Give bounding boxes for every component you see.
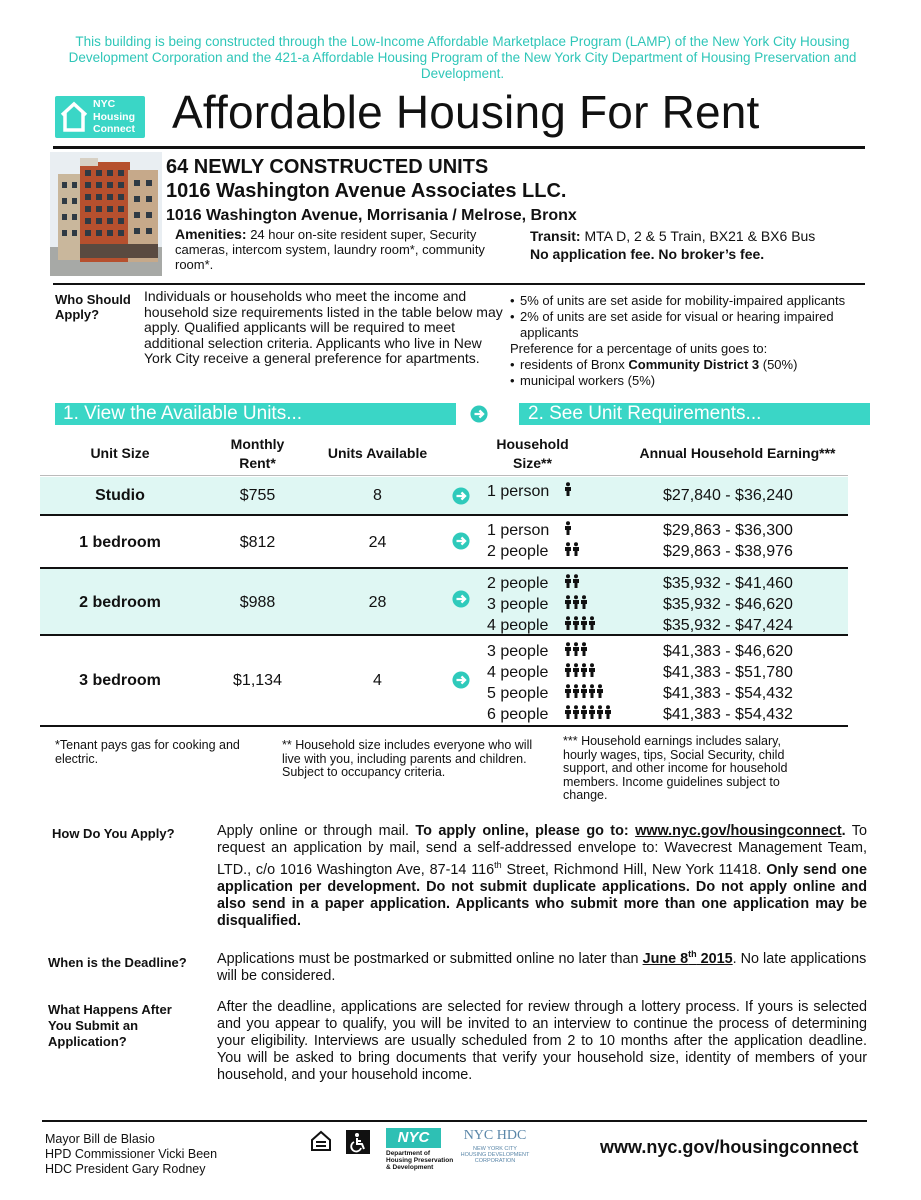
arrow-right-icon [470,405,488,423]
hdc-logo: NYC HDC [463,1128,527,1143]
income-range: $27,840 - $36,240 [663,487,793,504]
arrow-right-icon [452,532,470,550]
table-cell-units: 8 [373,487,382,504]
fees-note: No application fee. No broker’s fee. [530,246,765,262]
mayor: Mayor Bill de Blasio [45,1132,155,1146]
divider [40,725,848,727]
after-submit-text: After the deadline, applications are selected for review through a lottery process. If yours is selected and you appear to qualify, you will be invited to an interview to continue the process of determining your eligibility. Interviews are usually scheduled from 2 to 10 months after the application deadline. You will be asked to bring documents that verify your household size, identity of members of your household, and your household income. [217,999,867,1083]
person-icon [564,482,572,496]
income-list [663,485,793,506]
person-icon [564,521,572,535]
divider [40,567,848,569]
how-to-apply-text: Apply online or through mail. To apply online, please go to: www.nyc.gov/housingconnect. To request an application by mail, send a self-addressed envelope to: Wavecrest Management Team, LTD., c/o 1016 Washington Ave, 87-14 116th Street, Richmond Hill, New York 11418. Only send one application per development. Do not submit duplicate applications. Do not apply online and also send in a paper application. Applicants who submit more than one application may be disqualified. [217,823,868,929]
amenities [175,227,525,272]
logo-line-3: Connect [93,123,135,135]
table-cell-rent: $1,134 [233,672,282,689]
income-list [663,520,793,562]
divider [40,514,848,516]
amenities-text: 24 hour on-site resident super, Security cameras, intercom system, laundry room*, community room*. [175,227,485,272]
footnote-household-size: ** Household size includes everyone who will live with you, including parents and children. Subject to occupancy criteria. [282,738,533,779]
set-aside-list [510,293,880,389]
household-size-entry: 1 person [487,481,572,502]
person-icon [564,595,588,609]
household-size-entry: 2 people [487,541,580,562]
hdc-president: HDC President Gary Rodney [45,1162,206,1176]
income-range: $29,863 - $36,300 [663,522,793,539]
household-size-entry: 3 people [487,641,612,662]
arrow-right-icon [452,671,470,689]
who-should-apply-text: Individuals or households who meet the income and household size requirements listed in the table below may apply. Qualified applicants will be required to meet additional selection criteria. Applicants who live in New York City receive a general preference for apartments. [144,288,503,366]
income-range: $41,383 - $54,432 [663,706,793,723]
who-should-apply-label: Who Should Apply? [55,292,131,322]
person-icon [564,616,596,630]
owner-name: 1016 Washington Avenue Associates LLC. [166,180,567,202]
preference-intro: Preference for a percentage of units goes to: [510,341,768,356]
household-size-entry: 6 people [487,704,612,725]
household-list [487,481,572,502]
person-icon [564,705,612,719]
table-cell-units: 24 [368,534,387,551]
income-range: $35,932 - $46,620 [663,596,793,613]
table-cell-unit-size: 1 bedroom [79,534,161,551]
logo-line-2: Housing [93,110,135,123]
household-size-entry: 1 person [487,520,580,541]
page-title: Affordable Housing For Rent [172,86,760,138]
intro-text: This building is being constructed through the Low-Income Affordable Marketplace Program (LAMP) of the New York City Housing Development Corporation and the 421-a Affordable Housing Program of the New York City Department of Housing Preservation and Development. [68,34,857,81]
deadline-label: When is the Deadline? [48,955,187,970]
person-icon [564,663,596,677]
table-cell-unit-size: 2 bedroom [79,594,161,611]
person-icon [564,642,588,656]
housing-connect-logo [55,96,145,138]
table-cell-rent: $988 [239,594,276,611]
income-range: $35,932 - $47,424 [663,617,793,634]
preference-municipal: • municipal workers (5%) [510,373,880,389]
view-units-bar: 1. View the Available Units... [55,403,456,425]
units-headline: 64 NEWLY CONSTRUCTED UNITS [166,156,489,178]
income-list [663,573,793,636]
income-range: $35,932 - $41,460 [663,575,793,592]
col-units-available: Units Available [327,445,428,461]
household-size-entry: 3 people [487,594,596,615]
household-size-entry: 5 people [487,683,612,704]
income-list [663,641,793,725]
divider [53,146,865,149]
col-annual-earning: Annual Household Earning*** [639,445,836,461]
logo-line-1: NYC [93,98,116,110]
household-size-entry: 2 people [487,573,596,594]
building-address: 1016 Washington Avenue, Morrisania / Melrose, Bronx [166,207,577,224]
table-cell-units: 28 [368,594,387,611]
deadline-text: Applications must be postmarked or submitted online no later than June 8th 2015. No late applications will be considered. [217,949,867,984]
income-range: $29,863 - $38,976 [663,543,793,560]
col-unit-size: Unit Size [90,445,150,461]
income-range: $41,383 - $46,620 [663,643,793,660]
table-cell-unit-size: 3 bedroom [79,672,161,689]
transit-text: MTA D, 2 & 5 Train, BX21 & BX6 Bus [584,228,816,244]
table-cell-units: 4 [373,672,382,689]
footnote-household-earnings: *** Household earnings includes salary, hourly wages, tips, Social Security, child support, and other income for household members. Income guidelines subject to change. [563,734,788,802]
after-submit-label: What Happens After You Submit an Application? [48,1002,172,1049]
set-aside-mobility: • 5% of units are set aside for mobility-impaired applicants [510,293,880,309]
divider [40,475,848,476]
person-icon [564,684,604,698]
col-household-size: Household Size** [496,436,569,471]
person-icon [564,542,580,556]
transit-label: Transit: [530,228,581,244]
footer-website[interactable]: www.nyc.gov/housingconnect [600,1137,859,1157]
hpd-commissioner: HPD Commissioner Vicki Been [45,1147,218,1161]
household-size-entry: 4 people [487,662,612,683]
divider [42,1120,867,1122]
hdc-logo-subtext: NEW YORK CITY HOUSING DEVELOPMENT CORPORATION [460,1146,530,1164]
unit-requirements-bar: 2. See Unit Requirements... [519,403,870,425]
household-list [487,573,596,636]
income-range: $41,383 - $54,432 [663,685,793,702]
hpd-logo-text: Department of Housing Preservation & Development [386,1150,454,1171]
arrow-right-icon [452,487,470,505]
transit [530,227,870,263]
house-icon [59,101,89,133]
footnote-tenant-pays: *Tenant pays gas for cooking and electric. [55,738,240,766]
household-list [487,641,612,725]
accessibility-icon [346,1130,370,1154]
building-image [50,152,162,276]
household-list [487,520,580,562]
table-cell-rent: $812 [239,534,276,551]
nyc-logo: NYC [386,1128,441,1148]
housing-connect-link[interactable]: www.nyc.gov/housingconnect [635,823,842,839]
table-cell-rent: $755 [239,487,276,504]
table-cell-unit-size: Studio [95,487,145,504]
preference-district: • residents of Bronx Community District 3 (50%) [510,357,880,373]
officials-list [45,1132,217,1177]
income-range: $41,383 - $51,780 [663,664,793,681]
amenities-label: Amenities: [175,226,247,242]
divider [53,283,865,285]
col-monthly-rent: Monthly Rent* [230,436,285,471]
household-size-entry: 4 people [487,615,596,636]
arrow-right-icon [452,590,470,608]
set-aside-visual: • 2% of units are set aside for visual or hearing impaired applicants [510,309,880,341]
how-to-apply-label: How Do You Apply? [52,826,175,841]
person-icon [564,574,580,588]
equal-housing-icon [310,1130,332,1154]
